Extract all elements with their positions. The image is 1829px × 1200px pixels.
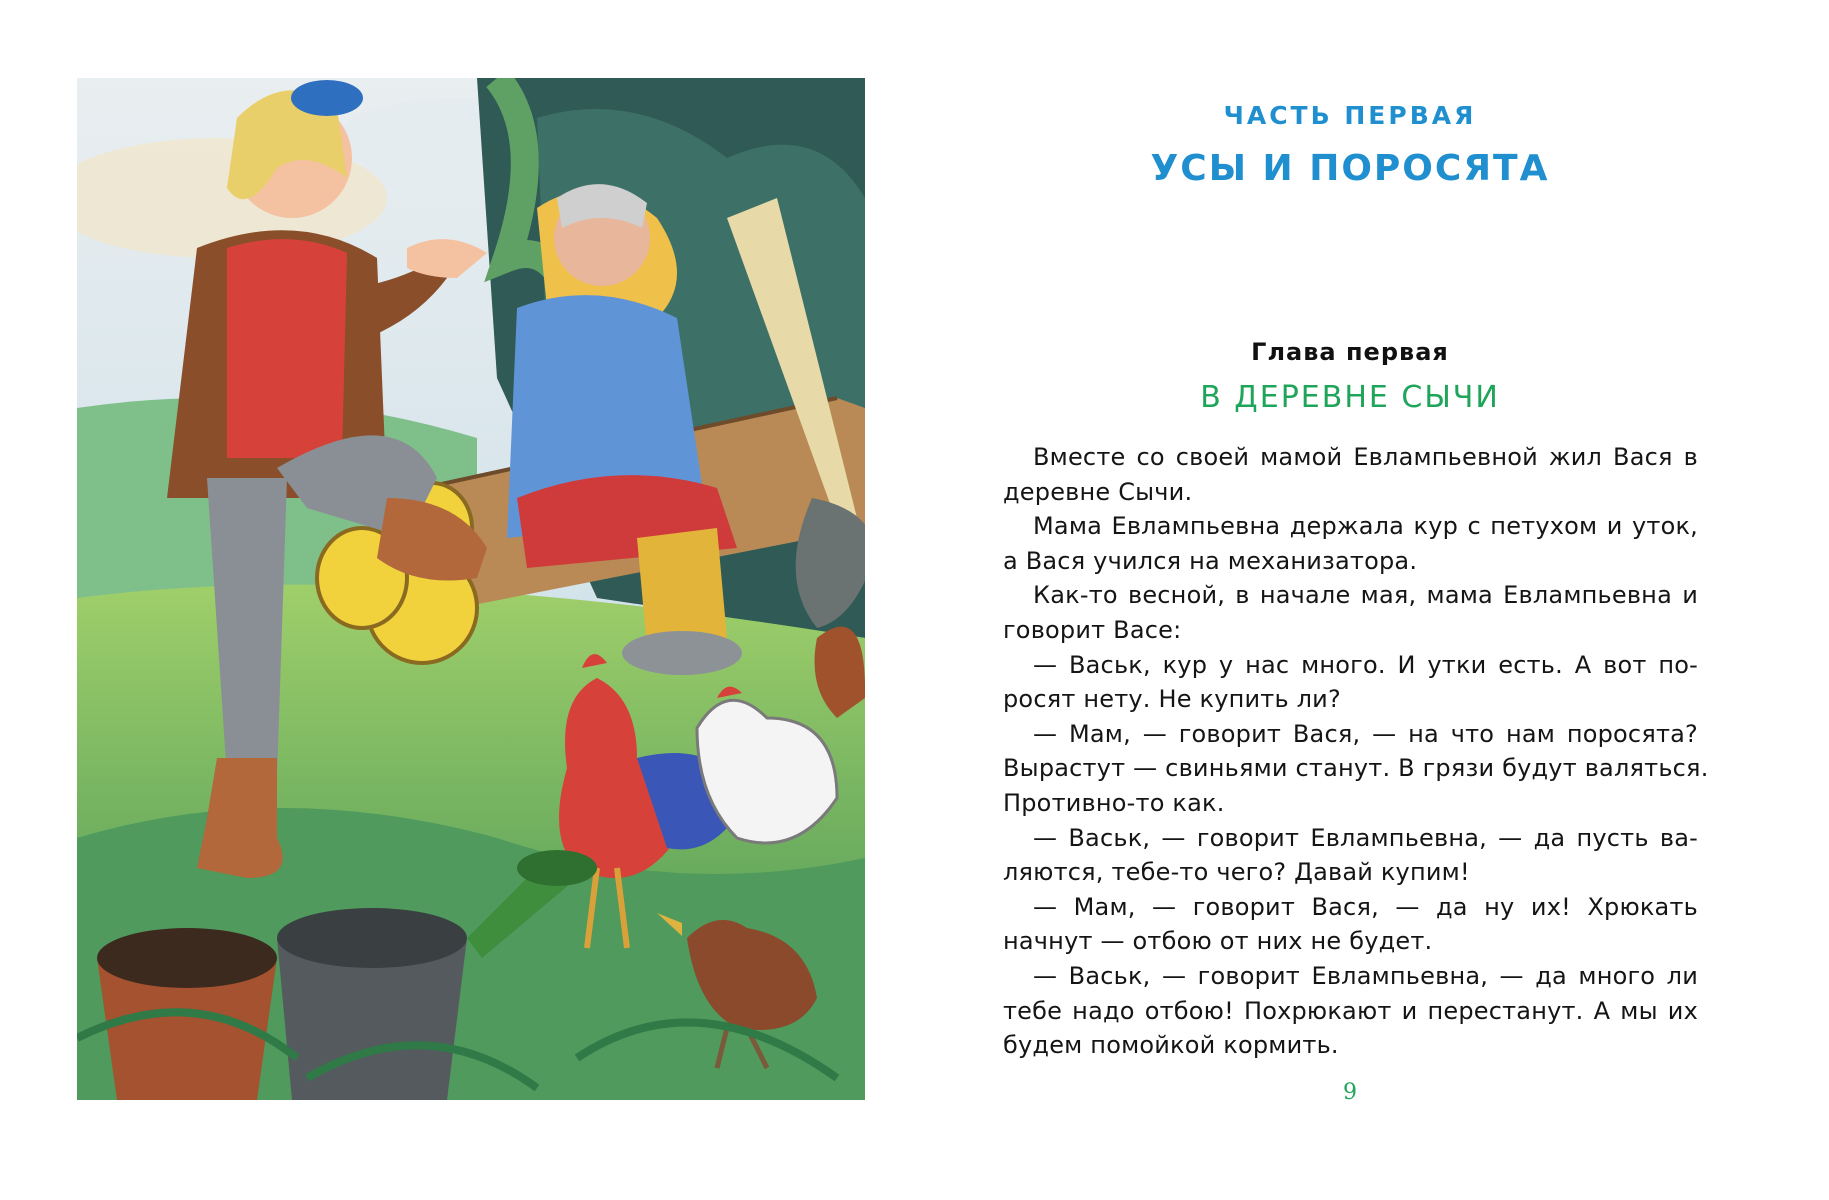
text-line: — Васьк, — говорит Евлампьевна, — да пусть ва- — [1033, 823, 1698, 852]
chapter-body-text — [1003, 440, 1709, 1063]
text-line: ляются, тебе-то чего? Давай купим! — [1003, 858, 1470, 887]
text-line: начнут — отбою от них не будет. — [1003, 927, 1433, 956]
text-line: деревне Сычи. — [1003, 477, 1193, 506]
text-line: Мама Евлампьевна держала кур с петухом и уток, — [1033, 512, 1698, 541]
text-line: — Васьк, — говорит Евлампьевна, — да много ли — [1033, 961, 1698, 990]
illustration-drawing — [77, 78, 865, 1100]
chapter-label: Глава первая — [1251, 338, 1449, 366]
text-line: Противно-то как. — [1003, 788, 1225, 817]
text-line: — Мам, — говорит Вася, — на что нам поросята? — [1033, 719, 1698, 748]
part-label: ЧАСТЬ ПЕРВАЯ — [1223, 101, 1477, 130]
chapter-title: В ДЕРЕВНЕ СЫЧИ — [1200, 380, 1500, 415]
text-line: Как-то весной, в начале мая, мама Евлампьевна и — [1033, 581, 1698, 610]
part-title: УСЫ И ПОРОСЯТА — [1150, 148, 1550, 189]
illustration-image — [77, 78, 865, 1100]
text-page — [1000, 0, 1720, 1200]
text-line: а Вася учился на механизатора. — [1003, 546, 1418, 575]
text-line: Вырастут — свиньями станут. В грязи будут валяться. — [1003, 754, 1709, 783]
text-line: говорит Васе: — [1003, 615, 1182, 644]
text-line: — Васьк, кур у нас много. И утки есть. А вот по- — [1033, 650, 1698, 679]
text-line: будем помойкой кормить. — [1003, 1031, 1339, 1060]
text-line: тебе надо отбою! Похрюкают и перестанут. А мы их — [1003, 996, 1698, 1025]
text-line: Вместе со своей мамой Евлампьевной жил Вася в — [1033, 443, 1698, 471]
text-line: росят нету. Не купить ли? — [1003, 685, 1341, 714]
text-line: — Мам, — говорит Вася, — да ну их! Хрюкать — [1033, 892, 1698, 921]
page-number: 9 — [1343, 1080, 1357, 1105]
